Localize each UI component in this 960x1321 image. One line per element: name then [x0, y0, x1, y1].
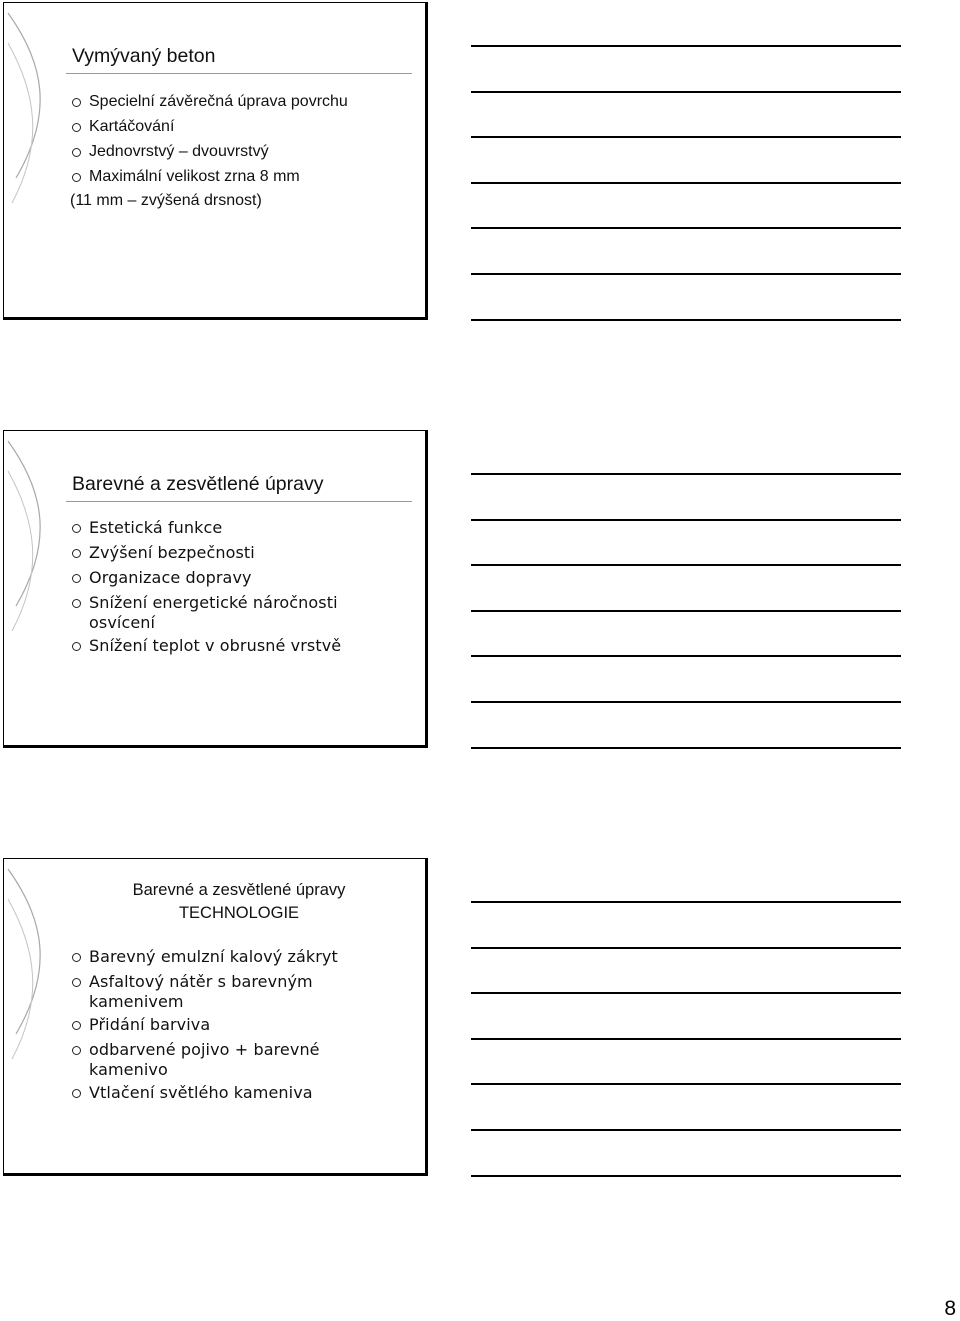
note-line — [471, 45, 901, 47]
note-line — [471, 901, 901, 903]
list-item: Specielní závěrečná úprava povrchu — [70, 89, 348, 114]
note-line — [471, 947, 901, 949]
title-divider — [66, 73, 412, 74]
note-line — [471, 1175, 901, 1177]
note-line — [471, 319, 901, 321]
bullet-list — [70, 515, 341, 658]
slide-title: Vymývaný beton — [72, 45, 216, 67]
note-line — [471, 182, 901, 184]
note-line — [471, 473, 901, 475]
list-item-continuation: kamenivo — [89, 1060, 168, 1079]
notes-lines — [471, 901, 901, 1220]
bullet-list — [70, 89, 348, 211]
title-divider — [66, 501, 412, 502]
slide-title: Barevné a zesvětlené úpravy — [72, 473, 324, 495]
note-line — [471, 91, 901, 93]
slide-decoration — [4, 859, 64, 1176]
bullet-list — [70, 944, 338, 1105]
slide-decoration — [4, 3, 64, 320]
list-item-continuation: osvícení — [89, 613, 156, 632]
slide-title-line: TECHNOLOGIE — [178, 904, 300, 922]
slide-title — [66, 879, 412, 925]
slide-2 — [3, 430, 428, 748]
list-item: Maximální velikost zrna 8 mm (11 mm – zvýšená drsnost) — [70, 164, 348, 211]
note-line — [471, 273, 901, 275]
slide-3 — [3, 858, 428, 1176]
note-line — [471, 1129, 901, 1131]
list-item: Vtlačení světlého kameniva — [70, 1080, 338, 1105]
note-line — [471, 992, 901, 994]
slide-1 — [3, 2, 428, 320]
list-item: odbarvené pojivo + barevné kamenivo — [70, 1037, 338, 1080]
note-line — [471, 1083, 901, 1085]
list-item: Jednovrstvý – dvouvrstvý — [70, 139, 348, 164]
list-item: Kartáčování — [70, 114, 348, 139]
list-item: Estetická funkce — [70, 515, 341, 540]
list-item: Barevný emulzní kalový zákryt — [70, 944, 338, 969]
list-item: Organizace dopravy — [70, 565, 341, 590]
note-line — [471, 610, 901, 612]
note-line — [471, 747, 901, 749]
list-item-continuation: (11 mm – zvýšená drsnost) — [70, 192, 262, 209]
note-line — [471, 655, 901, 657]
note-line — [471, 136, 901, 138]
note-line — [471, 701, 901, 703]
notes-lines — [471, 473, 901, 792]
slide-decoration — [4, 431, 64, 748]
list-item: Snížení energetické náročnosti osvícení — [70, 590, 341, 633]
list-item: Snížení teplot v obrusné vrstvě — [70, 633, 341, 658]
notes-lines — [471, 45, 901, 364]
list-item: Zvýšení bezpečnosti — [70, 540, 341, 565]
note-line — [471, 564, 901, 566]
list-item-continuation: kamenivem — [89, 992, 184, 1011]
note-line — [471, 227, 901, 229]
list-item: Asfaltový nátěr s barevným kamenivem — [70, 969, 338, 1012]
list-item: Přidání barviva — [70, 1012, 338, 1037]
note-line — [471, 519, 901, 521]
note-line — [471, 1038, 901, 1040]
page-number: 8 — [944, 1297, 956, 1320]
slide-title-line: Barevné a zesvětlené úpravy — [132, 881, 346, 899]
